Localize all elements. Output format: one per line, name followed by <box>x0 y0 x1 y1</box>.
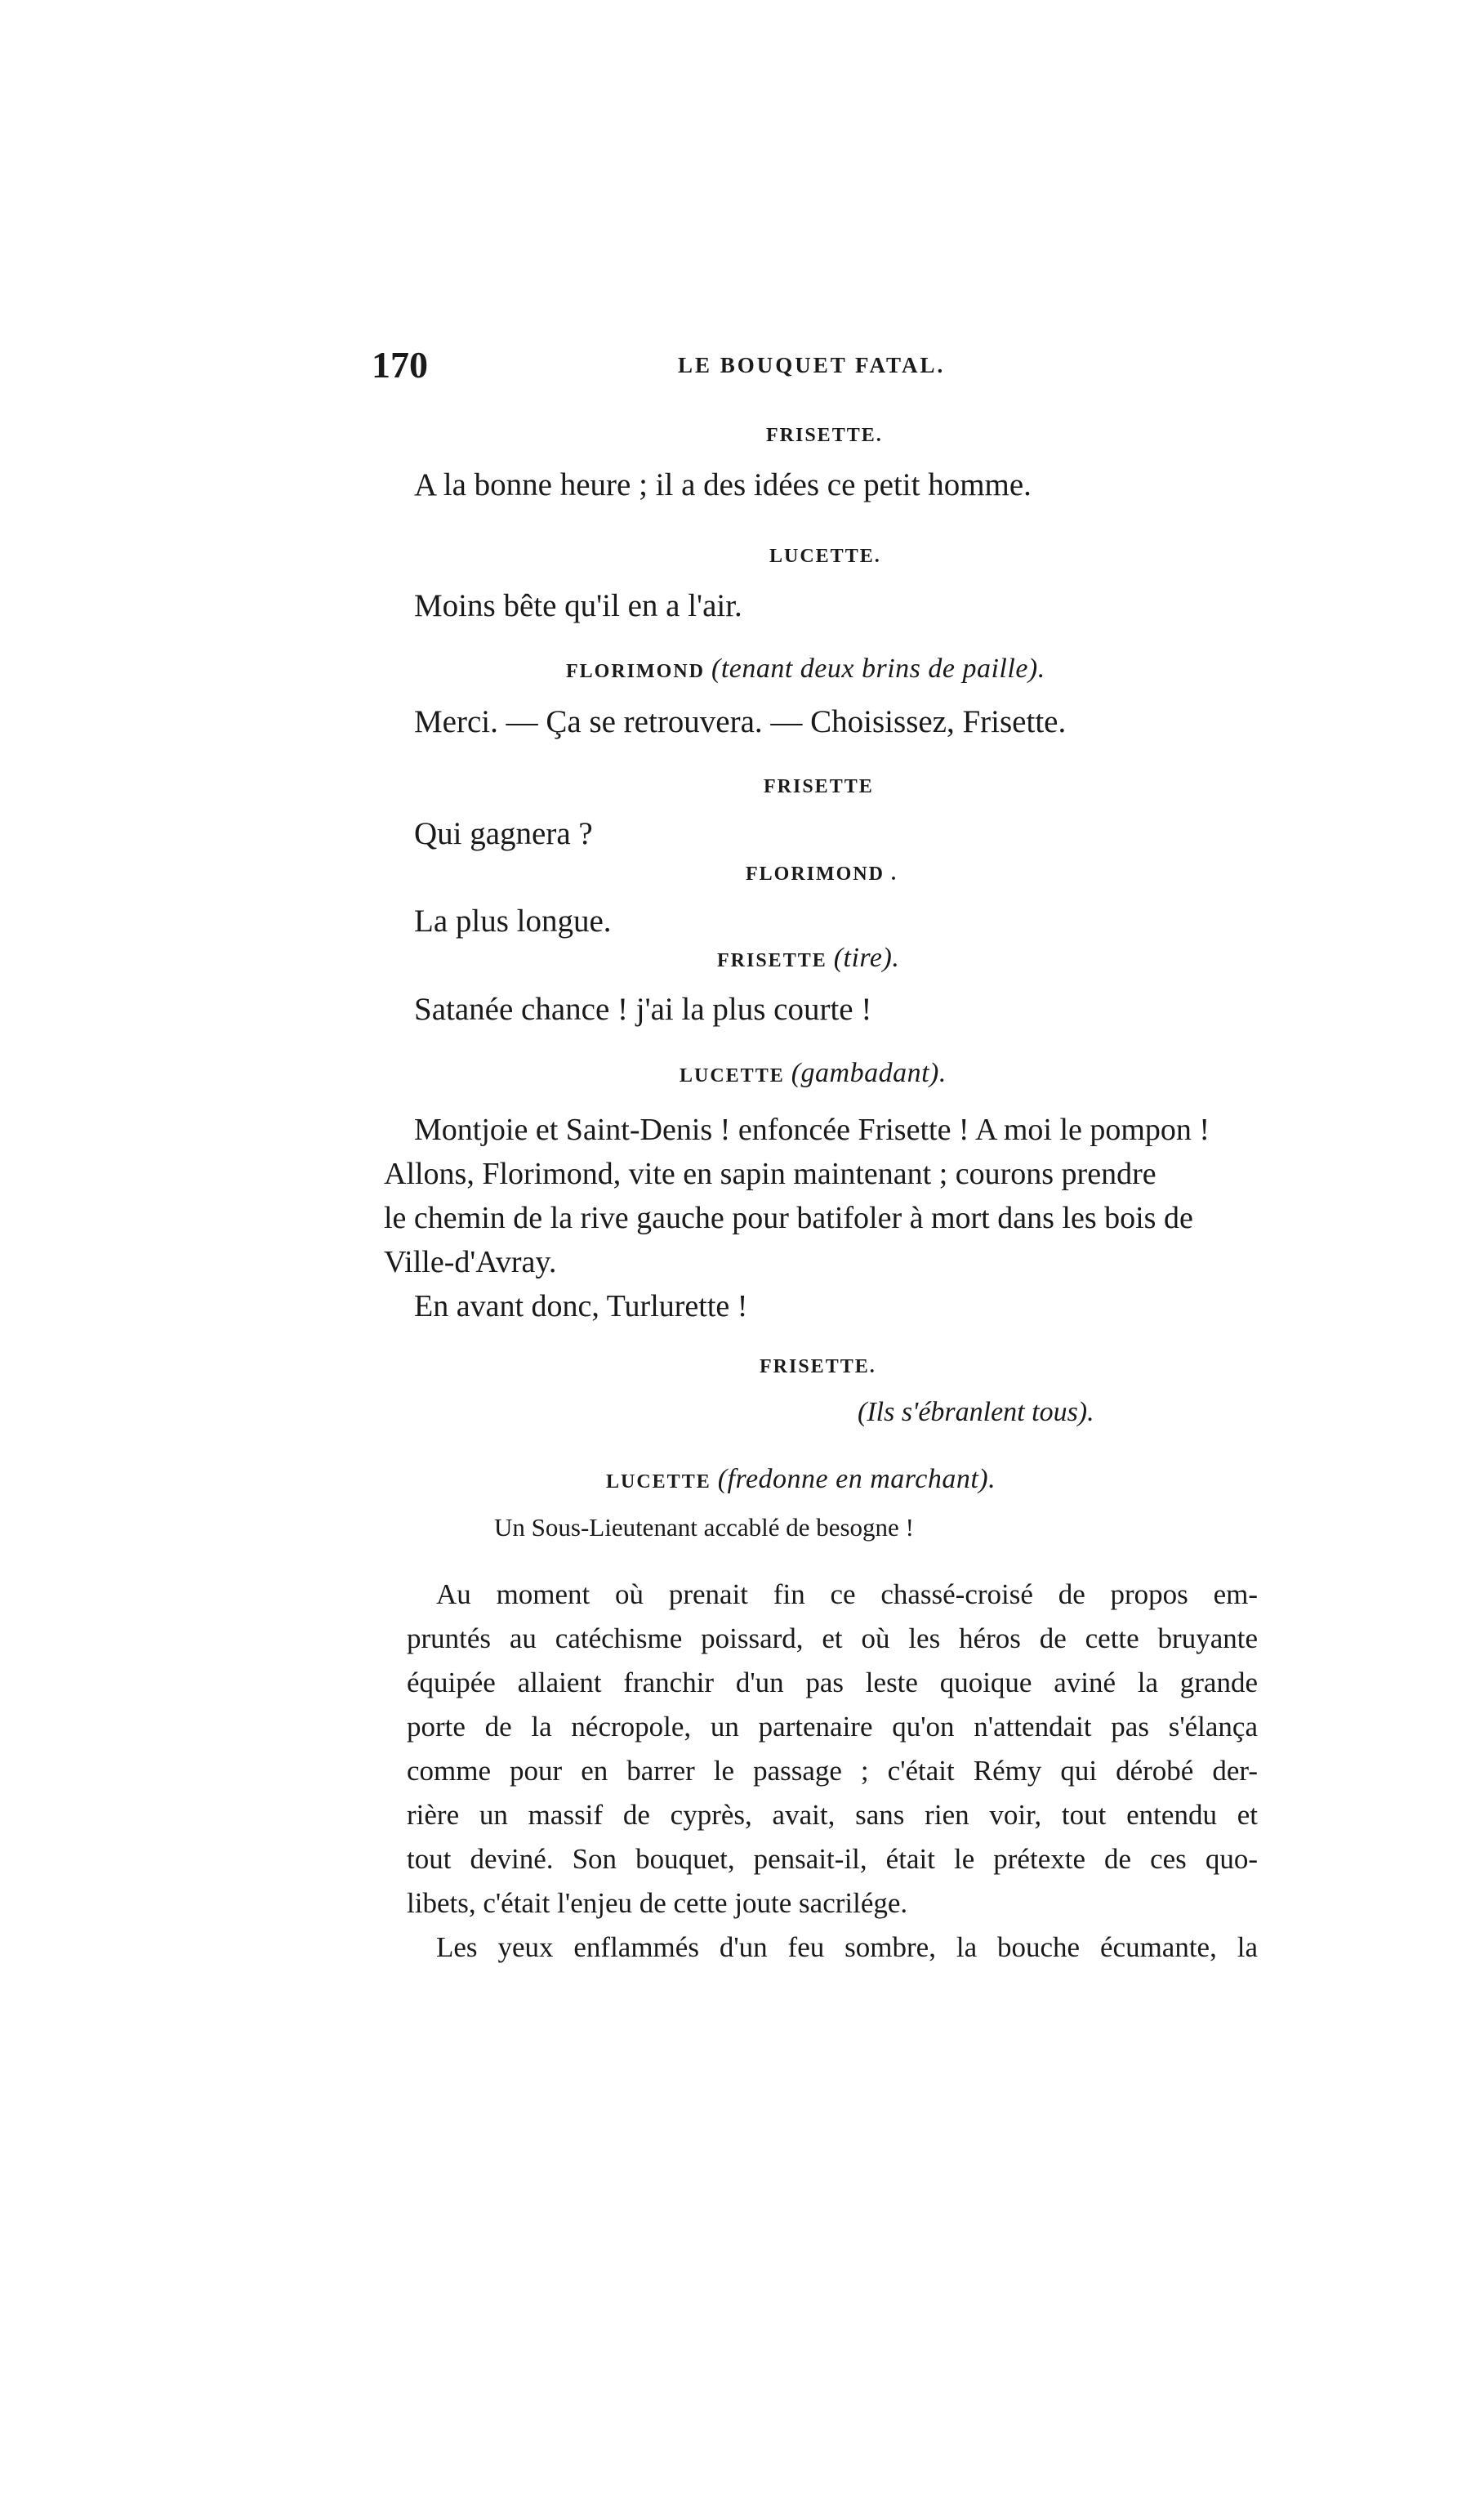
dialogue-line: le chemin de la rive gauche pour batifoler à mort dans les bois de <box>384 1201 1193 1235</box>
page-number: 170 <box>372 344 428 386</box>
stage-direction: (fredonne en marchant). <box>717 1464 996 1494</box>
dialogue-line: A la bonne heure ; il a des idées ce petit homme. <box>414 467 1032 502</box>
stage-direction: (tire). <box>833 943 900 973</box>
running-title: LE BOUQUET FATAL. <box>678 353 946 377</box>
dialogue-line: En avant donc, Turlurette ! <box>414 1289 748 1323</box>
speaker-lucette: LUCETTE. <box>769 546 881 567</box>
paragraph-line: rière un massif de cyprès, avait, sans rien voir, tout entendu et <box>407 1799 1258 1831</box>
narrative-paragraph <box>407 1573 1258 1926</box>
song-line: Un Sous-Lieutenant accablé de besogne ! <box>494 1513 914 1542</box>
speaker-lucette <box>606 1464 996 1495</box>
speaker-name: FRISETTE <box>717 950 827 971</box>
speaker-florimond: FLORIMOND . <box>746 863 898 885</box>
speaker-florimond <box>566 654 1045 685</box>
speaker-frisette: FRISETTE. <box>766 425 883 446</box>
speaker-name: LUCETTE <box>606 1471 711 1493</box>
dialogue-line: Moins bête qu'il en a l'air. <box>414 588 742 623</box>
stage-direction: (Ils s'ébranlent tous). <box>858 1397 1094 1427</box>
dialogue-line: Merci. — Ça se retrouvera. — Choisissez, Frisette. <box>414 704 1067 739</box>
narrative-paragraph <box>407 1926 1258 1970</box>
paragraph-line: pruntés au catéchisme poissard, et où les héros de cette bruyante <box>407 1622 1258 1654</box>
dialogue-line: Ville-d'Avray. <box>384 1245 557 1279</box>
speaker-frisette <box>717 943 899 974</box>
stage-direction: (tenant deux brins de paille). <box>711 654 1045 684</box>
paragraph-line: comme pour en barrer le passage ; c'était Rémy qui dérobé der- <box>407 1755 1258 1787</box>
paragraph-line: Les yeux enflammés d'un feu sombre, la bouche écumante, la <box>436 1931 1258 1963</box>
speaker-frisette: FRISETTE. <box>760 1356 876 1377</box>
paragraph-line: Au moment où prenait fin ce chassé-croisé de propos em- <box>436 1578 1258 1610</box>
dialogue-line: Satanée chance ! j'ai la plus courte ! <box>414 992 872 1027</box>
paragraph-line: équipée allaient franchir d'un pas leste quoique aviné la grande <box>407 1667 1258 1698</box>
paragraph-line: libets, c'était l'enjeu de cette joute sacrilége. <box>407 1887 908 1919</box>
paragraph-line: tout deviné. Son bouquet, pensait-il, était le prétexte de ces quo- <box>407 1843 1258 1875</box>
dialogue-line: Allons, Florimond, vite en sapin maintenant ; courons prendre <box>384 1157 1156 1191</box>
dialogue-line: Montjoie et Saint-Denis ! enfoncée Frisette ! A moi le pompon ! <box>414 1113 1210 1147</box>
speaker-frisette: FRISETTE <box>764 776 874 797</box>
paragraph-line: porte de la nécropole, un partenaire qu'on n'attendait pas s'élança <box>407 1711 1258 1743</box>
speaker-name: FLORIMOND <box>566 661 705 682</box>
dialogue-line: Qui gagnera ? <box>414 816 593 851</box>
dialogue-line: La plus longue. <box>414 904 612 939</box>
speaker-lucette <box>680 1058 947 1089</box>
speaker-name: LUCETTE <box>680 1065 785 1087</box>
stage-direction: (gambadant). <box>791 1058 947 1088</box>
